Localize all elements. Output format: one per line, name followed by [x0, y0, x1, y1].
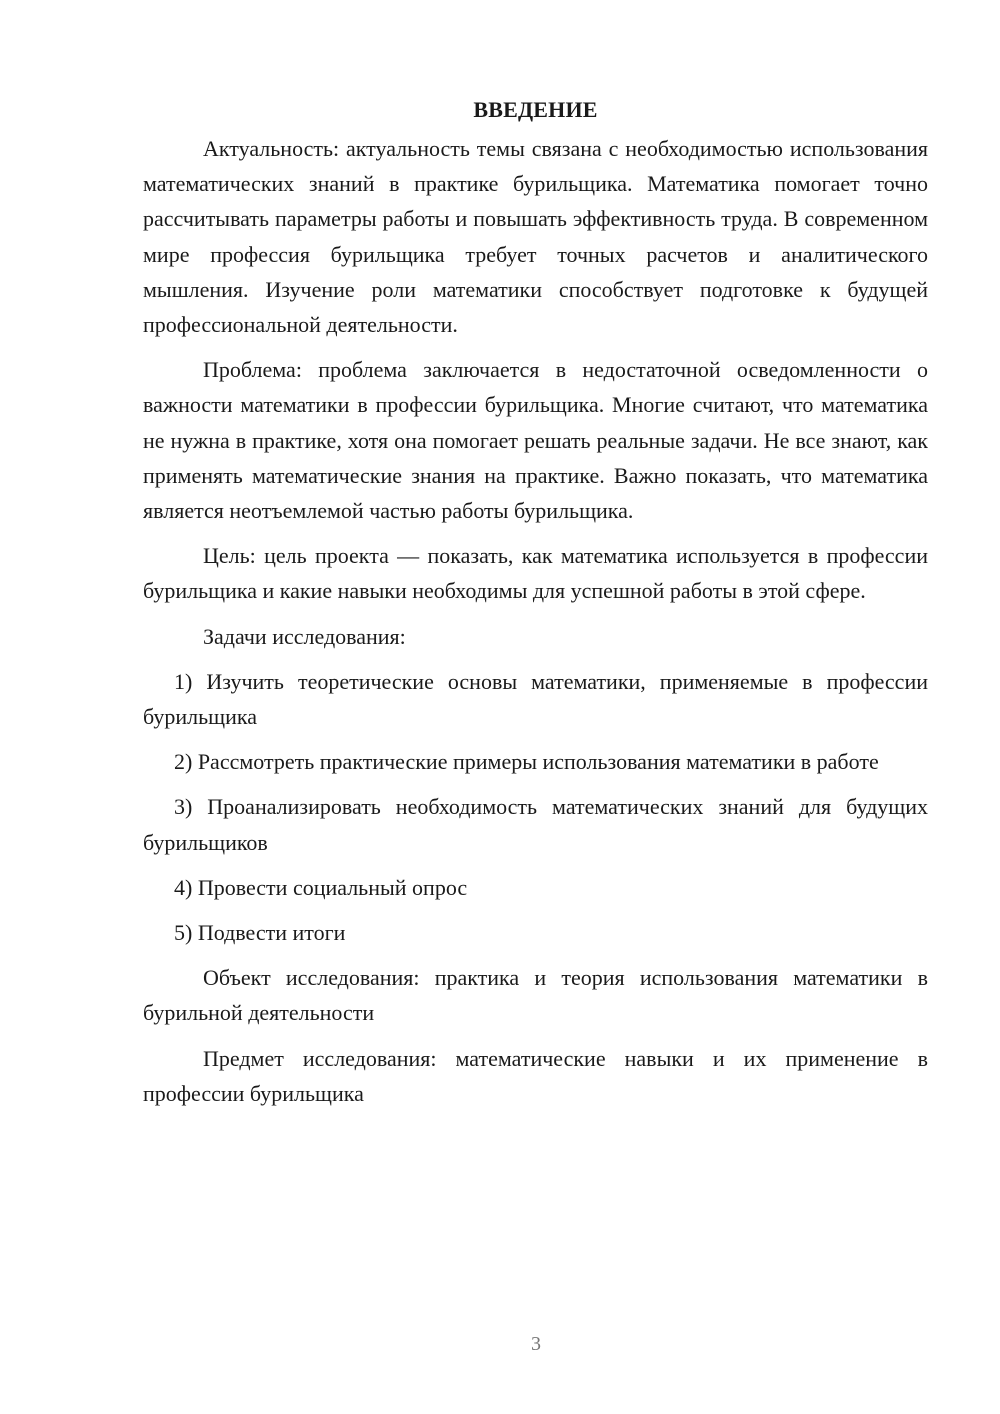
object-paragraph: Объект исследования: практика и теория использования математики в бурильной деятельности: [143, 965, 928, 1026]
goal-paragraph: Цель: цель проекта — показать, как математика используется в профессии бурильщика и какие навыки необходимы для успешной работы в этой сфере.: [143, 543, 928, 604]
task-item-5: 5) Подвести итоги: [174, 920, 346, 946]
page-number: 3: [531, 1333, 541, 1355]
subject-paragraph: Предмет исследования: математические навыки и их применение в профессии бурильщика: [143, 1045, 928, 1106]
relevance-paragraph: Актуальность: актуальность темы связана с необходимостью использования математических знаний в практике бурильщика. Математика помогает точно рассчитывать параметры работы и повышать эффективность труда. В современном мире профессия бурильщика требует точных расчетов и аналитического мышления. Изучение роли математики способствует подготовке к будущей профессиональной деятельности.: [143, 136, 928, 338]
page-title: ВВЕДЕНИЕ: [473, 97, 598, 122]
problem-paragraph: Проблема: проблема заключается в недостаточной осведомленности о важности математики в профессии бурильщика. Многие считают, что математика не нужна в практике, хотя она помогает решать реальные задачи. Не все знают, как применять математические знания на практике. Важно показать, что математика является неотъемлемой частью работы бурильщика.: [143, 357, 928, 524]
document-page: [143, 92, 928, 1121]
task-item-1: 1) Изучить теоретические основы математики, применяемые в профессии бурильщика: [143, 668, 928, 730]
task-item-2: 2) Рассмотреть практические примеры использования математики в работе: [174, 749, 879, 775]
tasks-heading: Задачи исследования:: [203, 623, 406, 649]
task-item-4: 4) Провести социальный опрос: [174, 874, 468, 900]
task-item-3: 3) Проанализировать необходимость математических знаний для будущих бурильщиков: [143, 794, 928, 855]
